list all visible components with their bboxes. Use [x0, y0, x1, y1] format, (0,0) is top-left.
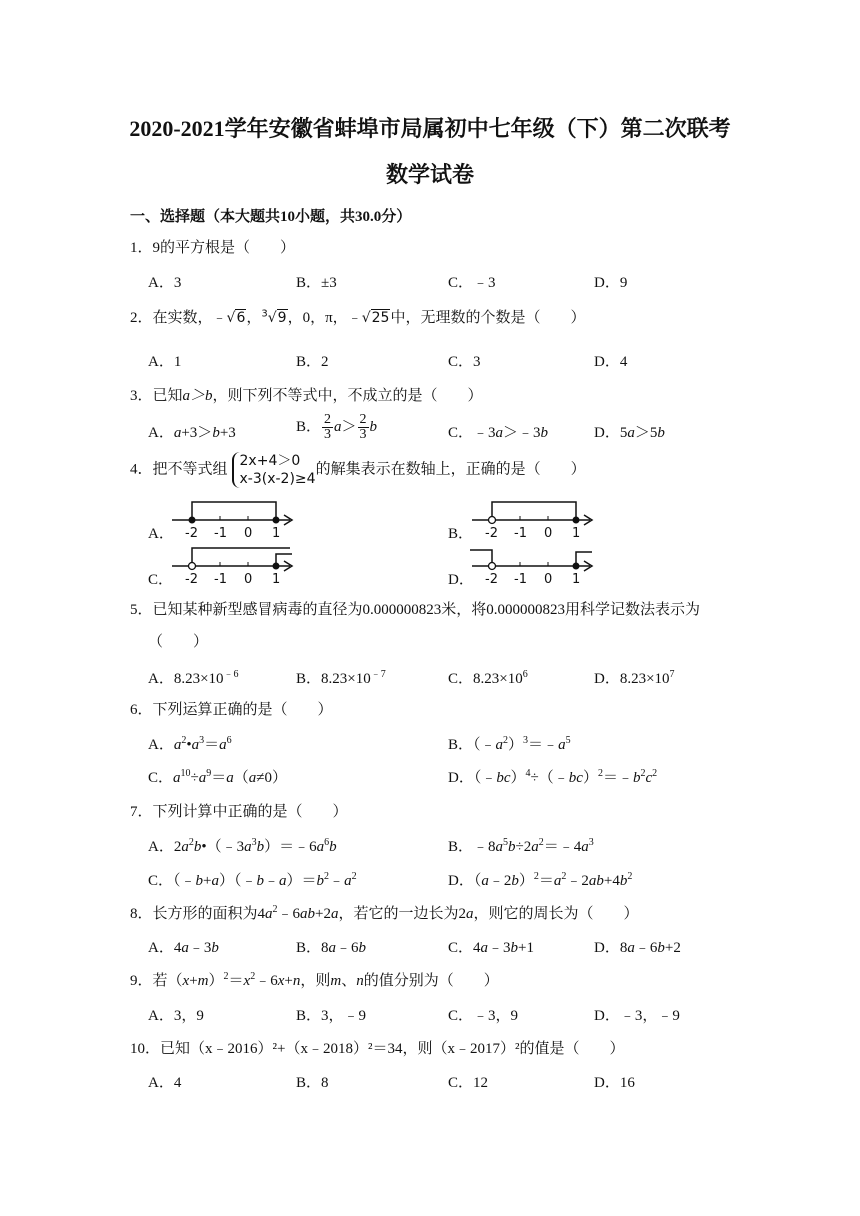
- q6-option-d: D．$(﹣bc)^4\div(﹣bc)^2=﹣b^2c^2$: [448, 768, 658, 786]
- q4-numberline-b: [468, 498, 598, 540]
- q1-option-c: C．﹣3: [448, 275, 496, 291]
- q4-label-a: A．: [148, 526, 174, 542]
- q3-frac-right: $\frac{2}{3}$: [359, 412, 367, 442]
- q2-stem: 2．在实数，﹣√6，$^3$√9，0，π，﹣√25中，无理数的个数是（ ）: [130, 308, 586, 326]
- q4-stem: 4．把不等式组 2x+4＞0 x-3(x-2)≥4 的解集表示在数轴上，正确的是（ ）: [130, 453, 586, 487]
- svg-text:0: 0: [244, 526, 253, 540]
- q8-option-d: D．8a﹣6b+2: [594, 940, 681, 956]
- q10-stem: 10．已知（x﹣2016）²+（x﹣2018）²＝34，则（x﹣2017）²的值是（ ）: [130, 1041, 625, 1057]
- q6-option-a: A．$a^2•a^3=a^6$: [148, 735, 232, 753]
- q3-option-c: C．﹣3a＞﹣3b: [448, 425, 549, 441]
- q5-option-b: B．$8.23\times 10^{﹣7}$: [296, 669, 386, 687]
- q9-option-b: B．3，﹣9: [296, 1008, 367, 1024]
- q2-prefix: 2．在实数，: [130, 310, 213, 326]
- q7-stem: 7．下列计算中正确的是（ ）: [130, 804, 348, 820]
- q3-frac-left: $\frac{2}{3}$: [324, 412, 332, 442]
- q9-stem: 9．若$(x+m)^2=x^2﹣6x+n$，则m、n的值分别为（ ）: [130, 971, 499, 989]
- q2-option-d: D．4: [594, 354, 628, 370]
- q10-option-b: B．8: [296, 1075, 329, 1091]
- q9-option-a: A．3，9: [148, 1008, 204, 1024]
- q6-option-b: B．$(﹣a^2)^3=﹣a^5$: [448, 735, 571, 753]
- q10-option-c: C．12: [448, 1075, 489, 1091]
- q6-stem: 6．下列运算正确的是（ ）: [130, 702, 333, 718]
- q7-option-c: C．$(﹣b+a)(﹣b﹣a)=b^2﹣a^2$: [148, 871, 357, 889]
- q4-label-b: B．: [448, 526, 474, 542]
- q4-inequality-system: 2x+4＞0 x-3(x-2)≥4: [232, 452, 316, 488]
- q2-suffix: 中，无理数的个数是（ ）: [390, 310, 586, 326]
- svg-text:-2: -2: [485, 572, 498, 586]
- q5-option-c: C．$8.23\times 10^6$: [448, 669, 528, 687]
- q5-option-d: D．$8.23\times 10^7$: [594, 669, 675, 687]
- q10-option-a: A．4: [148, 1075, 182, 1091]
- svg-text:-2: -2: [185, 526, 198, 540]
- svg-text:-2: -2: [185, 572, 198, 586]
- q2-option-c: C．3: [448, 354, 481, 370]
- svg-text:1: 1: [572, 526, 581, 540]
- q3-option-d: D．5a＞5b: [594, 425, 665, 441]
- q8-option-b: B．8a﹣6b: [296, 940, 367, 956]
- q2-zero-pi: 0，π，: [302, 310, 348, 326]
- q2-cbrt9: $^3$√9: [261, 308, 287, 326]
- q3-option-a: A．a+3＞b+3: [148, 425, 236, 441]
- svg-text:-1: -1: [214, 526, 227, 540]
- q1-option-a: A．3: [148, 275, 182, 291]
- document-title: 2020-2021学年安徽省蚌埠市局属初中七年级（下）第二次联考: [129, 116, 731, 141]
- svg-text:-1: -1: [514, 572, 527, 586]
- q1-stem: 1．9的平方根是（ ）: [130, 240, 296, 256]
- svg-text:-1: -1: [514, 526, 527, 540]
- q4-numberline-c: [168, 544, 298, 586]
- q9-option-d: D．﹣3，﹣9: [594, 1008, 680, 1024]
- svg-text:-1: -1: [214, 572, 227, 586]
- q2-option-a: A．1: [148, 354, 182, 370]
- document-subtitle: 数学试卷: [385, 162, 474, 187]
- q2-neg-sqrt25: ﹣√25: [347, 310, 390, 326]
- q5-option-a: A．$8.23\times 10^{﹣6}$: [148, 669, 239, 687]
- svg-text:1: 1: [272, 526, 281, 540]
- q4-label-c: C．: [148, 572, 174, 588]
- q1-option-d: D．9: [594, 275, 628, 291]
- q6-option-c: C．$a^{10}\div a^9=a(a\ne 0)$: [148, 768, 288, 786]
- section-heading: 一、选择题（本大题共10小题，共30.0分）: [130, 209, 412, 225]
- q4-numberline-d: [468, 544, 598, 586]
- q8-option-a: A．4a﹣3b: [148, 940, 219, 956]
- svg-text:0: 0: [544, 572, 553, 586]
- q8-option-c: C．4a﹣3b+1: [448, 940, 534, 956]
- q3-option-b: B． $\frac{2}{3}$ a＞ $\frac{2}{3}$ b: [296, 412, 378, 442]
- svg-text:-2: -2: [485, 526, 498, 540]
- q2-option-b: B．2: [296, 354, 329, 370]
- svg-text:1: 1: [272, 572, 281, 586]
- q8-stem: 8．长方形的面积为$4a^2﹣6ab+2a$，若它的一边长为2a，则它的周长为（ ）: [130, 904, 639, 922]
- q1-option-b: B．±3: [296, 275, 337, 291]
- q9-option-c: C．﹣3，9: [448, 1008, 519, 1024]
- q4-numberline-a: [168, 498, 298, 540]
- q5-stem-line2: （ ）: [148, 634, 209, 650]
- svg-text:1: 1: [572, 572, 581, 586]
- q7-option-b: B．$﹣8a^5b\div 2a^2=﹣4a^3$: [448, 837, 594, 855]
- q7-option-a: A．$2a^2b•(﹣3a^3b)=﹣6a^6b$: [148, 837, 337, 855]
- q10-option-d: D．16: [594, 1075, 635, 1091]
- svg-text:0: 0: [244, 572, 253, 586]
- q3-stem: 3．已知a＞b，则下列不等式中，不成立的是（ ）: [130, 388, 483, 404]
- q4-label-d: D．: [448, 572, 474, 588]
- q7-option-d: D．$(a﹣2b)^2=a^2﹣2ab+4b^2$: [448, 871, 633, 889]
- q2-neg-sqrt6: ﹣√6: [212, 310, 246, 326]
- q5-stem-line1: 5．已知某种新型感冒病毒的直径为0.000000823米，将0.000000823用科学记数法表示为: [130, 602, 701, 618]
- svg-text:0: 0: [544, 526, 553, 540]
